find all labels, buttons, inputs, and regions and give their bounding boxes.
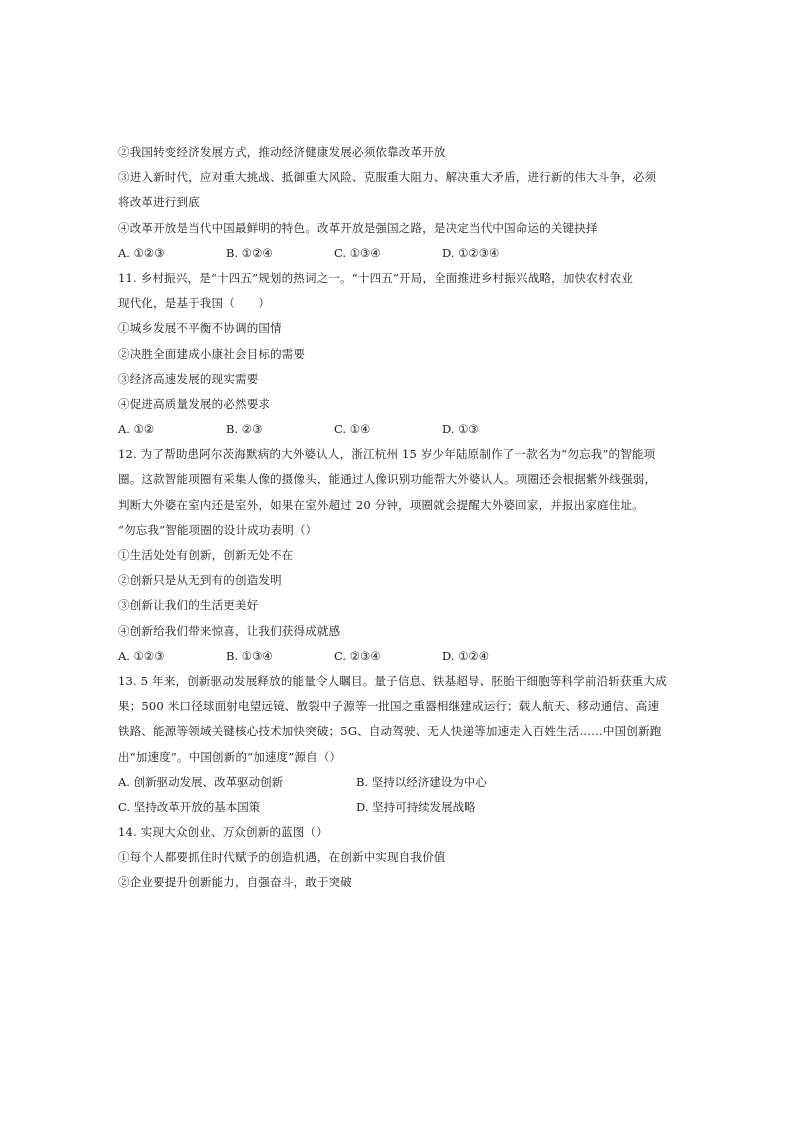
q13-stem-line-3: 铁路、能源等领域关键核心技术加快突破；5G、自动驾驶、无人快递等加速走入百姓生活……中国创新跑 [118, 724, 662, 739]
q10-option-b[interactable]: B. ①②④ [226, 245, 273, 260]
q12-stem-line-4: “勿忘我”智能项圈的设计成功表明（） [118, 522, 318, 537]
q10-option-a[interactable]: A. ①②③ [118, 245, 165, 260]
q13-option-b[interactable]: B. 坚持以经济建设为中心 [356, 774, 487, 789]
q12-option-a[interactable]: A. ①②③ [118, 648, 165, 663]
q12-statement-3: ③创新让我们的生活更美好 [118, 598, 259, 613]
q10-statement-3-line-1: ③进入新时代，应对重大挑战、抵御重大风险、克服重大阻力、解决重大矛盾，进行新的伟大斗争，必须 [118, 170, 657, 185]
q11-option-b[interactable]: B. ②③ [226, 422, 263, 437]
q14-stem: 14. 实现大众创业、万众创新的蓝图（） [118, 825, 328, 840]
q13-stem-line-1: 13. 5 年来，创新驱动发展释放的能量令人瞩目。量子信息、铁基超导、胚胎干细胞等科学前沿斩获重大成 [118, 673, 667, 688]
q11-option-a[interactable]: A. ①② [118, 422, 155, 437]
q10-option-c[interactable]: C. ①③④ [334, 245, 381, 260]
q11-statement-4: ④促进高质量发展的必然要求 [118, 396, 271, 411]
q12-option-d[interactable]: D. ①②④ [442, 648, 490, 663]
q13-stem-line-2: 果；500 米口径球面射电望远镜、散裂中子源等一批国之重器相继建成运行；载人航天、移动通信、高速 [118, 699, 660, 714]
q13-option-a[interactable]: A. 创新驱动发展、改革驱动创新 [118, 774, 284, 789]
q11-option-d[interactable]: D. ①③ [442, 422, 479, 437]
q10-option-d[interactable]: D. ①②③④ [442, 245, 500, 260]
q10-statement-4: ④改革开放是当代中国最鲜明的特色。改革开放是强国之路，是决定当代中国命运的关键抉择 [118, 220, 598, 235]
q12-option-c[interactable]: C. ②③④ [334, 648, 381, 663]
q12-stem-line-1: 12. 为了帮助患阿尔茨海默病的大外婆认人，浙江杭州 15 岁少年陆原制作了一款名为“勿忘我”的智能项 [118, 447, 656, 462]
q13-option-c[interactable]: C. 坚持改革开放的基本国策 [118, 799, 261, 814]
q11-stem-line-2: 现代化，是基于我国（ ） [118, 296, 271, 311]
q11-statement-3: ③经济高速发展的现实需要 [118, 371, 259, 386]
q11-options [118, 417, 678, 442]
q11-stem-line-1: 11. 乡村振兴，是“十四五”规划的热词之一。“十四五”开局，全面推进乡村振兴战略，加快农村农业 [118, 270, 634, 285]
q13-option-d[interactable]: D. 坚持可持续发展战略 [356, 799, 476, 814]
q11-statement-1: ①城乡发展不平衡不协调的国情 [118, 321, 282, 336]
q10-statement-2: ②我国转变经济发展方式，推动经济健康发展必须依靠改革开放 [118, 145, 446, 159]
q10-statement-3-line-2: 将改革进行到底 [118, 195, 200, 210]
q13-options-row-2 [118, 795, 678, 820]
q11-option-c[interactable]: C. ①④ [334, 422, 371, 437]
q13-stem-line-4: 出“加速度”。中国创新的“加速度”源自（） [118, 749, 342, 764]
q14-statement-2: ②企业要提升创新能力，自强奋斗，敢于突破 [118, 875, 352, 890]
page-content [118, 140, 678, 896]
q12-statement-4: ④创新给我们带来惊喜，让我们获得成就感 [118, 623, 341, 638]
q12-option-b[interactable]: B. ①③④ [226, 648, 273, 663]
q12-stem-line-3: 判断大外婆在室内还是室外，如果在室外超过 20 分钟，项圈就会提醒大外婆回家，并报出家庭住址。 [118, 497, 644, 512]
q12-options [118, 644, 678, 669]
q13-options-row-1 [118, 770, 678, 795]
q14-statement-1: ①每个人都要抓住时代赋予的创造机遇，在创新中实现自我价值 [118, 850, 446, 865]
q12-statement-2: ②创新只是从无到有的创造发明 [118, 573, 282, 588]
q11-statement-2: ②决胜全面建成小康社会目标的需要 [118, 346, 306, 361]
q10-options [118, 241, 678, 266]
q12-statement-1: ①生活处处有创新，创新无处不在 [118, 548, 294, 562]
q12-stem-line-2: 圈。这款智能项圈有采集人像的摄像头，能通过人像识别功能帮大外婆认人。项圈还会根据紫外线强弱， [118, 472, 657, 487]
